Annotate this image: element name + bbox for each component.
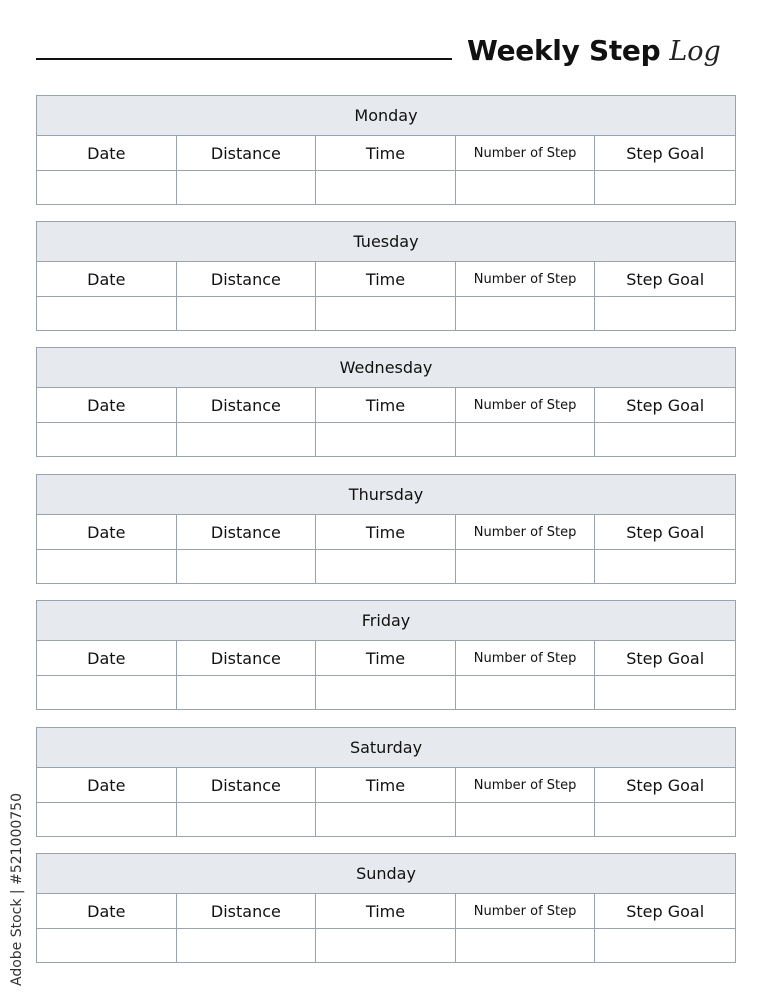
date-entry-cell[interactable] xyxy=(37,803,177,836)
day-table-wednesday xyxy=(36,347,736,457)
day-header: Monday xyxy=(37,96,735,136)
entry-row xyxy=(37,171,735,204)
day-header: Sunday xyxy=(37,854,735,894)
column-label-time: Time xyxy=(316,768,456,802)
distance-entry-cell[interactable] xyxy=(177,550,317,583)
column-label-distance: Distance xyxy=(177,262,317,296)
distance-entry-cell[interactable] xyxy=(177,297,317,330)
time-entry-cell[interactable] xyxy=(316,929,456,962)
title-main: Weekly Step xyxy=(467,34,661,67)
column-label-step-goal: Step Goal xyxy=(626,775,705,795)
day-header: Tuesday xyxy=(37,222,735,262)
day-header: Saturday xyxy=(37,728,735,768)
entry-row xyxy=(37,550,735,583)
entry-row xyxy=(37,929,735,962)
day-header: Wednesday xyxy=(37,348,735,388)
column-label-step-goal: Step Goal xyxy=(626,269,705,289)
step-goal-entry-cell[interactable] xyxy=(595,297,735,330)
column-label-distance: Distance xyxy=(177,768,317,802)
column-label-time: Time xyxy=(316,262,456,296)
day-table-tuesday xyxy=(36,221,736,331)
column-label-step-goal: Step Goal xyxy=(626,522,705,542)
step-goal-entry-cell[interactable] xyxy=(595,676,735,709)
column-label-number-of-step: Number of Step xyxy=(456,894,596,928)
step-goal-entry-cell[interactable] xyxy=(595,550,735,583)
number-of-step-entry-cell[interactable] xyxy=(456,423,596,456)
column-label-number-of-step: Number of Step xyxy=(456,388,596,422)
column-labels-row xyxy=(37,262,735,297)
time-entry-cell[interactable] xyxy=(316,171,456,204)
entry-row xyxy=(37,676,735,709)
time-entry-cell[interactable] xyxy=(316,676,456,709)
column-labels-row xyxy=(37,136,735,171)
distance-entry-cell[interactable] xyxy=(177,423,317,456)
column-label-number-of-step: Number of Step xyxy=(456,641,596,675)
date-entry-cell[interactable] xyxy=(37,171,177,204)
date-entry-cell[interactable] xyxy=(37,676,177,709)
day-table-monday xyxy=(36,95,736,205)
column-label-date: Date xyxy=(37,388,177,422)
number-of-step-entry-cell[interactable] xyxy=(456,297,596,330)
number-of-step-entry-cell[interactable] xyxy=(456,676,596,709)
day-header: Friday xyxy=(37,601,735,641)
date-entry-cell[interactable] xyxy=(37,550,177,583)
number-of-step-entry-cell[interactable] xyxy=(456,171,596,204)
column-label-date: Date xyxy=(37,768,177,802)
column-labels-row xyxy=(37,515,735,550)
column-labels-row xyxy=(37,768,735,803)
column-label-step-goal: Step Goal xyxy=(626,395,705,415)
column-label-number-of-step: Number of Step xyxy=(456,262,596,296)
number-of-step-entry-cell[interactable] xyxy=(456,550,596,583)
title-script: Log xyxy=(669,36,721,67)
column-label-distance: Distance xyxy=(177,894,317,928)
column-labels-row xyxy=(37,894,735,929)
day-table-saturday xyxy=(36,727,736,837)
day-table-friday xyxy=(36,600,736,710)
column-label-time: Time xyxy=(316,515,456,549)
step-goal-entry-cell[interactable] xyxy=(595,803,735,836)
day-table-sunday xyxy=(36,853,736,963)
column-label-step-goal: Step Goal xyxy=(626,901,705,921)
entry-row xyxy=(37,297,735,330)
number-of-step-entry-cell[interactable] xyxy=(456,929,596,962)
column-label-time: Time xyxy=(316,388,456,422)
entry-row xyxy=(37,423,735,456)
time-entry-cell[interactable] xyxy=(316,423,456,456)
column-label-time: Time xyxy=(316,894,456,928)
date-entry-cell[interactable] xyxy=(37,297,177,330)
step-goal-entry-cell[interactable] xyxy=(595,929,735,962)
column-label-date: Date xyxy=(37,515,177,549)
stock-watermark: Adobe Stock | #521000750 xyxy=(9,793,25,986)
title-rule xyxy=(36,58,452,60)
date-entry-cell[interactable] xyxy=(37,423,177,456)
column-label-step-goal: Step Goal xyxy=(626,648,705,668)
column-labels-row xyxy=(37,388,735,423)
time-entry-cell[interactable] xyxy=(316,550,456,583)
column-label-date: Date xyxy=(37,262,177,296)
column-label-time: Time xyxy=(316,136,456,170)
page-title xyxy=(467,34,721,78)
column-label-number-of-step: Number of Step xyxy=(456,515,596,549)
column-label-date: Date xyxy=(37,641,177,675)
distance-entry-cell[interactable] xyxy=(177,171,317,204)
date-entry-cell[interactable] xyxy=(37,929,177,962)
distance-entry-cell[interactable] xyxy=(177,929,317,962)
column-label-date: Date xyxy=(37,894,177,928)
column-label-time: Time xyxy=(316,641,456,675)
column-label-step-goal: Step Goal xyxy=(626,143,705,163)
column-labels-row xyxy=(37,641,735,676)
day-header: Thursday xyxy=(37,475,735,515)
distance-entry-cell[interactable] xyxy=(177,676,317,709)
column-label-date: Date xyxy=(37,136,177,170)
column-label-distance: Distance xyxy=(177,388,317,422)
day-table-thursday xyxy=(36,474,736,584)
entry-row xyxy=(37,803,735,836)
distance-entry-cell[interactable] xyxy=(177,803,317,836)
time-entry-cell[interactable] xyxy=(316,803,456,836)
step-goal-entry-cell[interactable] xyxy=(595,171,735,204)
time-entry-cell[interactable] xyxy=(316,297,456,330)
column-label-distance: Distance xyxy=(177,136,317,170)
step-goal-entry-cell[interactable] xyxy=(595,423,735,456)
column-label-distance: Distance xyxy=(177,515,317,549)
number-of-step-entry-cell[interactable] xyxy=(456,803,596,836)
column-label-number-of-step: Number of Step xyxy=(456,136,596,170)
column-label-number-of-step: Number of Step xyxy=(456,768,596,802)
column-label-distance: Distance xyxy=(177,641,317,675)
